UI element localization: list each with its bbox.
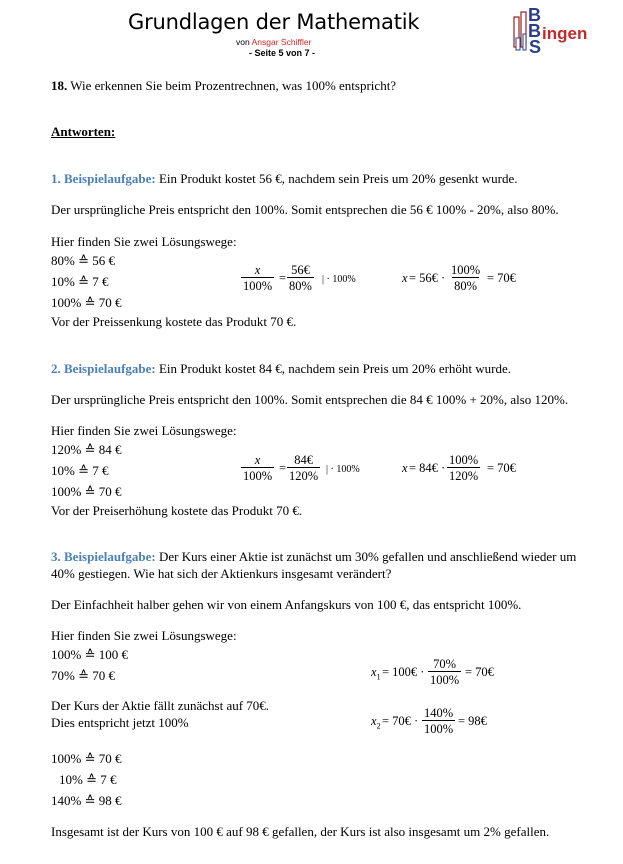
example3-text: Der Kurs einer Aktie ist zunächst um 30% gefallen und anschließend wieder um [155,549,577,564]
ex3-eqx1-fraction [428,657,461,687]
ex3-eqx2-den: 100% [424,722,454,736]
ex3-eqx1-result: = 70€ [465,665,494,679]
ex3-eqx1-subscript: 1 [376,672,381,682]
ex2-eq2-result: = 70€ [487,461,516,475]
author-prefix: von [236,37,252,47]
logo-letter-s: S [529,37,542,57]
example3-note: Dies entspricht jetzt 100% [51,715,189,730]
ex3-eqx2-fraction [422,706,455,736]
example3-conclusion: Insgesamt ist der Kurs von 100 € auf 98 € gefallen, der Kurs ist also insgesamt um 2% gefallen. [51,824,550,839]
example3-intro: Hier finden Sie zwei Lösungswege: [51,628,237,643]
ex2-eq1-rhs-num: 84€ [294,453,313,467]
author-name: Ansgar Schiffler [251,37,312,47]
ex1-eq1-lhs-den: 100% [243,279,273,293]
logo-word-ingen: ingen [542,24,588,43]
ex2-eq1-rhs-fraction [287,453,320,483]
example3-line: 100% ≙ 100 € [51,647,128,662]
ex3-eqx1-den: 100% [430,673,460,687]
ex1-eq1-operation: | · 100% [322,274,356,285]
example1-statement [51,171,518,186]
example3-note: Der Kurs der Aktie fällt zunächst auf 70€. [51,698,270,713]
example1-heading: 1. Beispielaufgabe: [51,171,156,186]
ex3-eqx1-var-letter: x [371,665,377,679]
ex3-eqx2-mid: = 70€ · [382,714,419,728]
page-indicator: - Seite 5 von 7 - [249,48,316,58]
example3-line: 10% ≙ 7 € [59,772,117,787]
example1-line: 80% ≙ 56 € [51,253,115,268]
ex3-eqx2-var [371,714,381,734]
ex2-eq2-fraction [447,453,480,483]
ex2-eq1-lhs-den: 100% [243,469,273,483]
example1-conclusion: Vor der Preissenkung kostete das Produkt 70 €. [51,314,297,329]
ex1-eq2-num: 100% [451,263,481,277]
ex3-eqx2-subscript: 2 [376,721,381,731]
ex3-eqx2-result: = 98€ [458,714,487,728]
example2-text: Ein Produkt kostet 84 €, nachdem sein Preis um 20% erhöht wurde. [155,361,512,376]
document-title: Grundlagen der Mathematik [128,10,420,34]
example1-explanation: Der ursprüngliche Preis entspricht den 100%. Somit entsprechen die 56 € 100% - 20%, also 80%. [51,202,559,217]
ex1-eq1-lhs-fraction [241,263,274,293]
ex2-eq1-lhs-fraction [241,453,274,483]
example1-intro: Hier finden Sie zwei Lösungswege: [51,234,237,249]
ex1-eq2-var: x [402,271,408,285]
ex1-eq2-result: = 70€ [487,271,516,285]
example1-line: 100% ≙ 70 € [51,295,122,310]
author-line [236,37,311,47]
ex2-eq2-den: 120% [449,469,479,483]
ex1-eq2-fraction [449,263,482,293]
ex2-eq2-num: 100% [449,453,479,467]
example1-text: Ein Produkt kostet 56 €, nachdem sein Preis um 20% gesenkt wurde. [155,171,518,186]
ex2-eq1-rhs-den: 120% [289,469,319,483]
ex2-eq1-lhs-num: x [254,453,261,467]
ex1-eq2-den: 80% [454,279,478,293]
logo-letter-b2: B [528,21,541,41]
example2-line: 100% ≙ 70 € [51,484,122,499]
ex1-eq1-rhs-den: 80% [289,279,312,293]
example2-heading: 2. Beispielaufgabe: [51,361,156,376]
ex2-eq2-mid: = 84€ · [409,461,446,475]
example2-intro: Hier finden Sie zwei Lösungswege: [51,423,237,438]
ex1-eq1-lhs-num: x [254,263,261,277]
ex1-eq1-equals: = [279,271,287,285]
example3-line: 140% ≙ 98 € [51,793,122,808]
example2-explanation: Der ursprüngliche Preis entspricht den 100%. Somit entsprechen die 84 € 100% + 20%, also 120%. [51,392,569,407]
ex3-eqx1-num: 70% [433,657,457,671]
ex2-eq1-equals: = [279,461,287,475]
question-number: 18. [51,78,68,93]
example3-line: 70% ≙ 70 € [51,668,115,683]
ex3-eqx2-var-letter: x [371,714,377,728]
answers-heading: Antworten: [51,124,116,139]
example3-line: 100% ≙ 70 € [51,751,122,766]
example3-simplification: Der Einfachheit halber gehen wir von einem Anfangskurs von 100 €, das entspricht 100%. [51,597,522,612]
example3-statement-line1 [51,549,576,564]
ex1-eq2-mid: = 56€ · [409,271,446,285]
ex3-eqx1-mid: = 100€ · [382,665,425,679]
example2-statement [51,361,511,376]
example3-heading: 3. Beispielaufgabe: [51,549,156,564]
ex3-eqx1-var [371,665,381,685]
bbs-bingen-logo [508,5,608,58]
example2-line: 120% ≙ 84 € [51,442,122,457]
ex1-eq1-rhs-num: 56€ [291,263,310,277]
ex3-eqx2-num: 140% [424,706,454,720]
logo-letter-b1: B [528,5,541,25]
ex1-eq1-rhs-fraction [287,263,314,293]
question [51,78,396,93]
ex2-eq1-operation: | · 100% [326,464,360,475]
example2-line: 10% ≙ 7 € [51,463,109,478]
example1-line: 10% ≙ 7 € [51,274,109,289]
question-text: Wie erkennen Sie beim Prozentrechnen, was 100% entspricht? [67,78,397,93]
example3-statement-line2: 40% gestiegen. Wie hat sich der Aktienkurs insgesamt verändert? [51,566,392,581]
example2-conclusion: Vor der Preiserhöhung kostete das Produkt 70 €. [51,503,303,518]
ex2-eq2-var: x [402,461,408,475]
